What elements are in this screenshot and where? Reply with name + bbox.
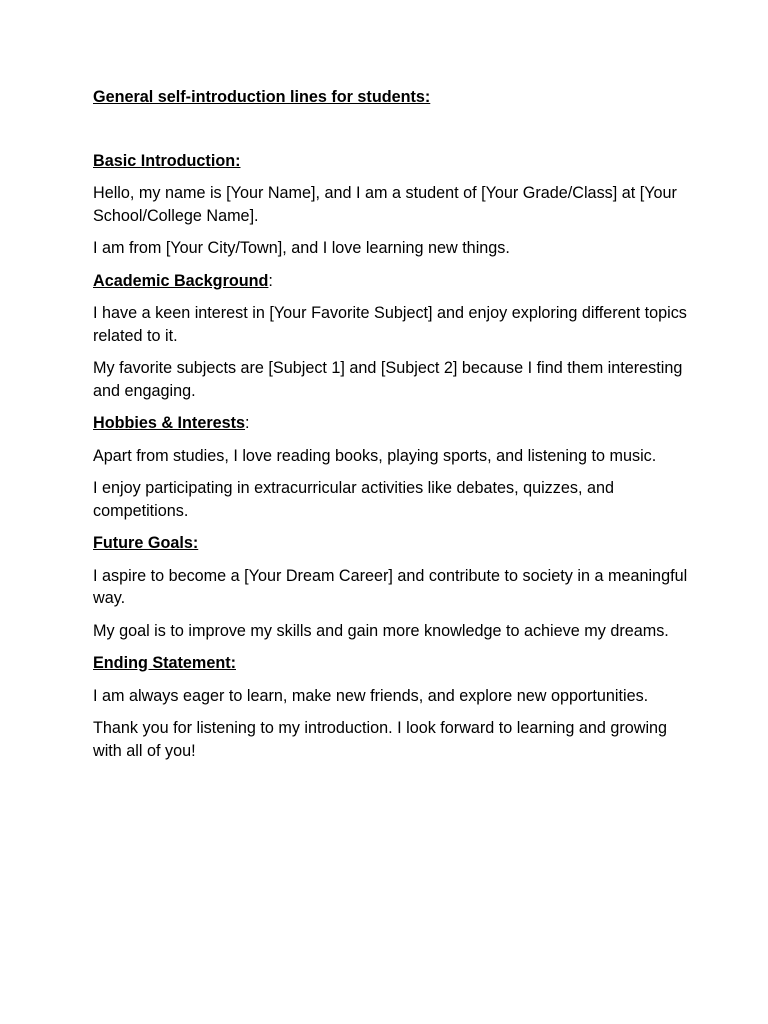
paragraph: I aspire to become a [Your Dream Career] and contribute to society in a meaningful way. [93,566,688,607]
paragraph: Thank you for listening to my introduction. I look forward to learning and growing with all of you! [93,719,668,760]
section-heading-text: Academic Background [93,271,269,290]
paragraph: I enjoy participating in extracurricular activities like debates, quizzes, and competitions. [93,479,614,520]
paragraph: My goal is to improve my skills and gain more knowledge to achieve my dreams. [93,621,669,640]
paragraph: Hello, my name is [Your Name], and I am a student of [Your Grade/Class] at [Your School/College Name]. [93,184,677,225]
section-academic-background [93,270,693,403]
section-hobbies-interests [93,412,693,522]
paragraph: I am always eager to learn, make new friends, and explore new opportunities. [93,686,649,705]
document-page [93,86,693,772]
section-heading-text: Future Goals: [93,534,199,552]
paragraph: My favorite subjects are [Subject 1] and [Subject 2] because I find them interesting and engaging. [93,359,683,400]
section-heading-text: Hobbies & Interests [93,414,246,432]
section-basic-introduction [93,150,693,260]
section-future-goals [93,532,693,642]
section-heading [93,150,693,173]
section-heading-suffix: : [245,414,250,432]
section-heading-text: Basic Introduction: [93,151,241,170]
section-heading-text: Ending Statement: [93,654,236,672]
paragraph: Apart from studies, I love reading books, playing sports, and listening to music. [93,446,657,465]
paragraph: I am from [Your City/Town], and I love learning new things. [93,239,510,257]
section-heading [93,652,693,675]
paragraph: I have a keen interest in [Your Favorite Subject] and enjoy exploring different topics related to it. [93,304,687,345]
section-heading [93,412,693,435]
section-ending-statement [93,652,693,762]
section-heading-suffix: : [268,271,273,290]
section-heading [93,270,693,293]
document-title: General self-introduction lines for students: [93,88,431,106]
section-heading [93,532,693,555]
